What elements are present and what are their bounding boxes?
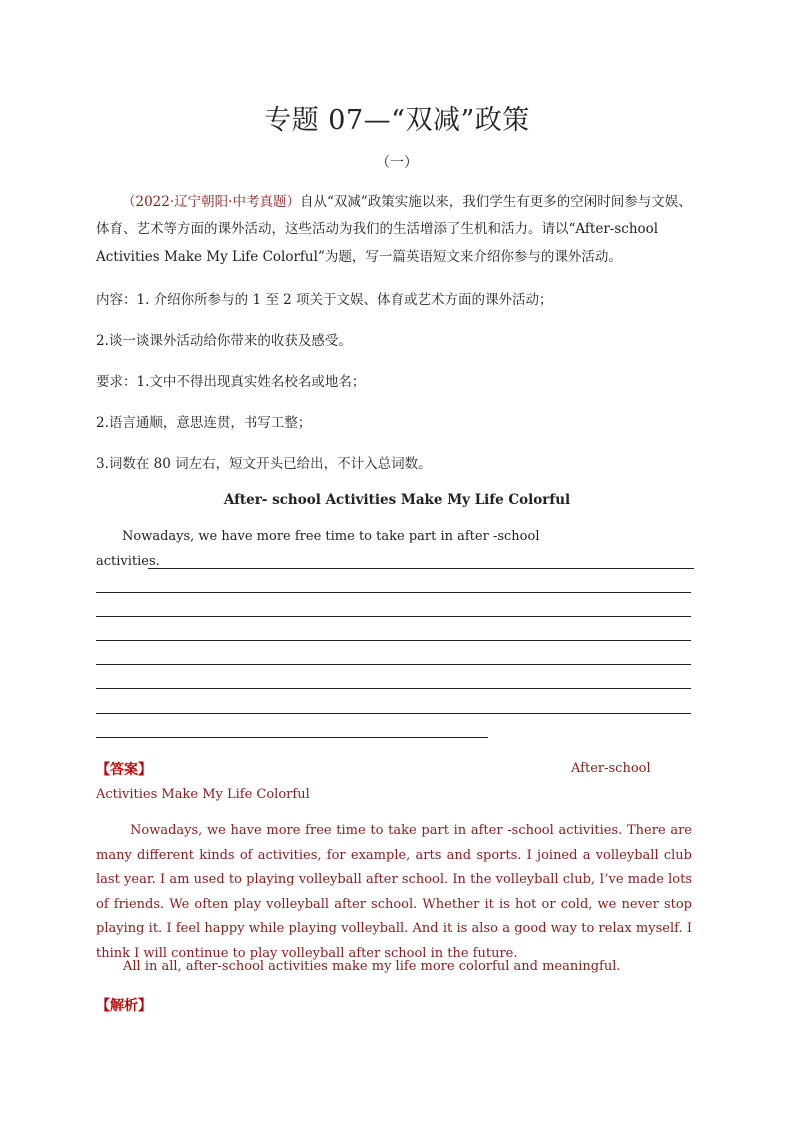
writing-line: [96, 713, 691, 714]
writing-line: [96, 616, 691, 617]
requirement-item-3: 3.词数在 80 词左右，短文开头已给出，不计入总词数。: [96, 456, 432, 472]
content-item-2: 2.谈一谈课外活动给你带来的收获及感受。: [96, 333, 352, 349]
prompt-line-2: 体育、艺术等方面的课外活动，这些活动为我们的生活增添了生机和活力。请以“After-school: [96, 221, 659, 237]
prompt-text-1: 自从“双减”政策实施以来，我们学生有更多的空闲时间参与文娱、: [299, 194, 692, 210]
requirement-item-2: 2.语言通顺，意思连贯，书写工整；: [96, 415, 312, 431]
answer-title-part-1: After-school: [571, 761, 651, 776]
writing-line: [96, 664, 691, 665]
prompt-line-3: Activities Make My Life Colorful”为题，写一篇英语短文来介绍你参与的课外活动。: [96, 249, 622, 265]
writing-line: [96, 640, 691, 641]
source-tag: （2022·辽宁朝阳·中考真题）: [122, 194, 300, 210]
answer-label: 【答案】: [96, 762, 152, 778]
writing-line: [96, 737, 488, 738]
writing-line: [96, 592, 691, 593]
answer-title-part-2: Activities Make My Life Colorful: [96, 787, 310, 802]
prompt-line-1: [122, 189, 692, 215]
content-item-1: 内容：1. 介绍你所参与的 1 至 2 项关于文娱、体育或艺术方面的课外活动；: [96, 292, 553, 308]
answer-paragraph-1: Nowadays, we have more free time to take part in after -school activities. There are many different kinds of activities, for example, arts and sports. I joined a volleyball club last year. I am used to playing volleyball after school. In the volleyball club, I’ve made lots of friends. We often play volleyball after school. Whether it is hot or cold, we never stop playing it. I feel happy while playing volleyball. And it is also a good way to relax myself. I think I will continue to play volleyball after school in the future.: [96, 823, 692, 961]
writing-line: [148, 568, 694, 569]
writing-line: [96, 688, 691, 689]
essay-title: After- school Activities Make My Life Colorful: [223, 492, 571, 508]
essay-start-line-2: activities.: [96, 554, 160, 569]
requirement-item-1: 要求：1.文中不得出现真实姓名校名或地名；: [96, 374, 366, 390]
section-subtitle: （一）: [376, 155, 418, 171]
page-title: 专题 07—“双减”政策: [264, 105, 530, 136]
answer-paragraph-2: All in all, after-school activities make my life more colorful and meaningful.: [123, 959, 621, 974]
analysis-label: 【解析】: [96, 998, 152, 1014]
essay-start-line-1: Nowadays, we have more free time to take part in after -school: [122, 529, 540, 544]
